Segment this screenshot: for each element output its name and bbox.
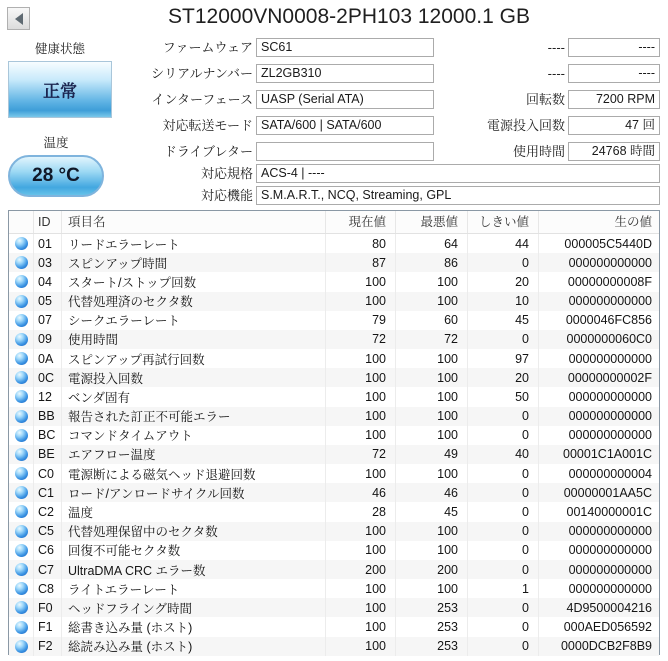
current-value: 100 <box>326 407 396 426</box>
table-row[interactable] <box>9 502 659 521</box>
worst-value: 100 <box>396 426 468 445</box>
status-orb-icon <box>15 275 28 288</box>
status-orb-icon <box>15 256 28 269</box>
status-cell <box>9 330 34 349</box>
status-cell <box>9 483 34 502</box>
worst-value: 86 <box>396 253 468 272</box>
status-cell <box>9 445 34 464</box>
threshold-value: 1 <box>468 579 539 598</box>
status-cell <box>9 579 34 598</box>
attribute-name: 代替処理保留中のセクタ数 <box>62 522 326 541</box>
temperature-label: 温度 <box>43 136 69 150</box>
status-cell <box>9 598 34 617</box>
dash1-field: ---- <box>568 38 660 57</box>
status-cell <box>9 502 34 521</box>
current-value: 100 <box>326 464 396 483</box>
attribute-name: シークエラーレート <box>62 311 326 330</box>
standard-field: ACS-4 | ---- <box>256 164 660 183</box>
status-cell <box>9 426 34 445</box>
threshold-value: 0 <box>468 560 539 579</box>
threshold-value: 20 <box>468 368 539 387</box>
threshold-value: 20 <box>468 272 539 291</box>
status-orb-icon <box>15 352 28 365</box>
worst-value: 100 <box>396 407 468 426</box>
table-row[interactable] <box>9 253 659 272</box>
attribute-name: ライトエラーレート <box>62 579 326 598</box>
rotation-rate-label: 回転数 <box>525 92 565 107</box>
status-orb-icon <box>15 333 28 346</box>
raw-value: 000000000000 <box>568 409 652 424</box>
current-value: 100 <box>326 368 396 387</box>
status-cell <box>9 349 34 368</box>
raw-value: 0000000060C0 <box>566 332 652 347</box>
table-row[interactable] <box>9 330 659 349</box>
current-value: 79 <box>326 311 396 330</box>
attribute-id: C7 <box>34 560 62 579</box>
table-row[interactable] <box>9 292 659 311</box>
attribute-id: C1 <box>34 483 62 502</box>
table-row[interactable] <box>9 349 659 368</box>
raw-value: 000000000004 <box>568 466 652 481</box>
attribute-name: 温度 <box>62 502 326 521</box>
attribute-id: 01 <box>34 234 62 253</box>
table-row[interactable] <box>9 272 659 291</box>
features-label: 対応機能 <box>200 188 253 203</box>
transfer-mode-field: SATA/600 | SATA/600 <box>256 116 434 135</box>
current-value: 100 <box>326 617 396 636</box>
current-value: 87 <box>326 253 396 272</box>
threshold-value: 44 <box>468 234 539 253</box>
worst-value: 49 <box>396 445 468 464</box>
current-value: 100 <box>326 637 396 656</box>
worst-value: 60 <box>396 311 468 330</box>
status-orb-icon <box>15 237 28 250</box>
attribute-name: スピンアップ時間 <box>62 253 326 272</box>
header-worst[interactable]: 最悪値 <box>396 211 468 233</box>
table-row[interactable] <box>9 483 659 502</box>
status-cell <box>9 253 34 272</box>
threshold-value: 0 <box>468 541 539 560</box>
raw-value: 000000000000 <box>568 428 652 443</box>
attribute-id: 0A <box>34 349 62 368</box>
threshold-value: 0 <box>468 617 539 636</box>
standard-label: 対応規格 <box>200 166 253 181</box>
raw-value: 00140000001C <box>566 504 652 519</box>
attribute-id: 12 <box>34 387 62 406</box>
raw-value: 000000000000 <box>568 389 652 404</box>
header-status <box>9 211 34 233</box>
worst-value: 253 <box>396 598 468 617</box>
attribute-id: C8 <box>34 579 62 598</box>
current-value: 46 <box>326 483 396 502</box>
status-orb-icon <box>15 371 28 384</box>
raw-value: 00001C1A001C <box>563 447 652 462</box>
health-status-button[interactable]: 正常 <box>8 61 112 118</box>
attribute-name: 総読み込み量 (ホスト) <box>62 637 326 656</box>
attribute-name: リードエラーレート <box>62 234 326 253</box>
status-cell <box>9 637 34 656</box>
status-orb-icon <box>15 390 28 403</box>
raw-value: 000000000000 <box>568 562 652 577</box>
header-id[interactable]: ID <box>34 211 62 233</box>
features-field: S.M.A.R.T., NCQ, Streaming, GPL <box>256 186 660 205</box>
attribute-name: 総書き込み量 (ホスト) <box>62 617 326 636</box>
status-cell <box>9 407 34 426</box>
current-value: 72 <box>326 330 396 349</box>
worst-value: 72 <box>396 330 468 349</box>
table-row[interactable] <box>9 445 659 464</box>
threshold-value: 0 <box>468 253 539 272</box>
current-value: 200 <box>326 560 396 579</box>
status-orb-icon <box>15 582 28 595</box>
table-row[interactable] <box>9 541 659 560</box>
status-cell <box>9 387 34 406</box>
attribute-id: C6 <box>34 541 62 560</box>
worst-value: 100 <box>396 541 468 560</box>
attribute-id: C2 <box>34 502 62 521</box>
raw-value: 00000000002F <box>567 370 652 385</box>
dash2-field: ---- <box>568 64 660 83</box>
status-orb-icon <box>15 601 28 614</box>
attribute-id: F2 <box>34 637 62 656</box>
header-current[interactable]: 現在値 <box>326 211 396 233</box>
table-row[interactable] <box>9 387 659 406</box>
raw-value: 000000000000 <box>568 581 652 596</box>
smart-table-header <box>9 211 659 234</box>
threshold-value: 0 <box>468 426 539 445</box>
worst-value: 253 <box>396 617 468 636</box>
power-on-count-label: 電源投入回数 <box>486 118 565 133</box>
status-orb-icon <box>15 314 28 327</box>
power-on-count-field: 47 回 <box>568 116 660 135</box>
table-row[interactable] <box>9 637 659 656</box>
threshold-value: 50 <box>468 387 539 406</box>
rotation-rate-field: 7200 RPM <box>568 90 660 109</box>
status-cell <box>9 560 34 579</box>
firmware-label: ファームウェア <box>162 40 253 55</box>
serial-number-label: シリアルナンバー <box>151 66 253 81</box>
dash2-label: ---- <box>547 66 565 81</box>
threshold-value: 0 <box>468 483 539 502</box>
worst-value: 100 <box>396 292 468 311</box>
power-on-hours-label: 使用時間 <box>512 144 565 159</box>
status-orb-icon <box>15 467 28 480</box>
status-orb-icon <box>15 505 28 518</box>
status-cell <box>9 272 34 291</box>
table-row[interactable] <box>9 407 659 426</box>
attribute-id: 03 <box>34 253 62 272</box>
attribute-id: BC <box>34 426 62 445</box>
current-value: 72 <box>326 445 396 464</box>
attribute-name: スピンアップ再試行回数 <box>62 349 326 368</box>
back-arrow-icon <box>15 13 23 25</box>
attribute-name: エアフロー温度 <box>62 445 326 464</box>
current-value: 100 <box>326 426 396 445</box>
current-value: 100 <box>326 598 396 617</box>
disk-title: ST12000VN0008-2PH103 12000.1 GB <box>168 5 530 28</box>
threshold-value: 45 <box>468 311 539 330</box>
threshold-value: 0 <box>468 464 539 483</box>
current-value: 100 <box>326 579 396 598</box>
raw-value: 4D9500004216 <box>566 600 652 615</box>
status-cell <box>9 617 34 636</box>
threshold-value: 0 <box>468 522 539 541</box>
status-orb-icon <box>15 621 28 634</box>
attribute-id: BB <box>34 407 62 426</box>
status-orb-icon <box>15 525 28 538</box>
worst-value: 100 <box>396 522 468 541</box>
table-row[interactable] <box>9 311 659 330</box>
worst-value: 100 <box>396 464 468 483</box>
attribute-name: 報告された訂正不可能エラー <box>62 407 326 426</box>
attribute-name: コマンドタイムアウト <box>62 426 326 445</box>
attribute-name: スタート/ストップ回数 <box>62 272 326 291</box>
attribute-id: 04 <box>34 272 62 291</box>
table-row[interactable] <box>9 560 659 579</box>
status-orb-icon <box>15 410 28 423</box>
status-orb-icon <box>15 563 28 576</box>
attribute-name: ヘッドフライング時間 <box>62 598 326 617</box>
attribute-name: UltraDMA CRC エラー数 <box>62 560 326 579</box>
current-value: 100 <box>326 541 396 560</box>
status-cell <box>9 368 34 387</box>
drive-letter-field <box>256 142 434 161</box>
current-value: 100 <box>326 349 396 368</box>
status-cell <box>9 292 34 311</box>
worst-value: 46 <box>396 483 468 502</box>
status-orb-icon <box>15 544 28 557</box>
raw-value: 00000001AA5C <box>563 485 652 500</box>
status-cell <box>9 464 34 483</box>
interface-label: インターフェース <box>151 92 253 107</box>
raw-value: 000000000000 <box>568 543 652 558</box>
attribute-name: ベンダ固有 <box>62 387 326 406</box>
status-cell <box>9 541 34 560</box>
worst-value: 100 <box>396 368 468 387</box>
power-on-hours-field: 24768 時間 <box>568 142 660 161</box>
temperature-button[interactable]: 28 °C <box>8 155 104 197</box>
raw-value: 000000000000 <box>568 351 652 366</box>
attribute-name: 電源投入回数 <box>62 368 326 387</box>
status-cell <box>9 311 34 330</box>
raw-value: 000000000000 <box>568 255 652 270</box>
raw-value: 0000DCB2F8B9 <box>560 639 652 654</box>
header-raw-values[interactable]: 生の値 <box>614 215 652 229</box>
attribute-id: 05 <box>34 292 62 311</box>
threshold-value: 0 <box>468 502 539 521</box>
smart-table <box>8 210 660 655</box>
status-cell <box>9 234 34 253</box>
worst-value: 100 <box>396 387 468 406</box>
status-orb-icon <box>15 640 28 653</box>
status-orb-icon <box>15 486 28 499</box>
drive-letter-label: ドライブレター <box>163 144 253 159</box>
attribute-id: 09 <box>34 330 62 349</box>
attribute-name: 電源断による磁気ヘッド退避回数 <box>62 464 326 483</box>
attribute-id: BE <box>34 445 62 464</box>
raw-value: 000000000000 <box>568 524 652 539</box>
worst-value: 100 <box>396 272 468 291</box>
attribute-name: 回復不可能セクタ数 <box>62 541 326 560</box>
table-row[interactable] <box>9 617 659 636</box>
current-value: 28 <box>326 502 396 521</box>
attribute-id: F1 <box>34 617 62 636</box>
worst-value: 253 <box>396 637 468 656</box>
current-value: 100 <box>326 272 396 291</box>
current-value: 100 <box>326 387 396 406</box>
interface-field: UASP (Serial ATA) <box>256 90 434 109</box>
header-threshold[interactable]: しきい値 <box>468 211 539 233</box>
threshold-value: 10 <box>468 292 539 311</box>
worst-value: 200 <box>396 560 468 579</box>
table-row[interactable] <box>9 234 659 253</box>
back-button[interactable] <box>7 7 30 30</box>
worst-value: 64 <box>396 234 468 253</box>
raw-value: 0000046FC856 <box>565 313 652 328</box>
attribute-name: ロード/アンロードサイクル回数 <box>62 483 326 502</box>
threshold-value: 0 <box>468 407 539 426</box>
table-row[interactable] <box>9 522 659 541</box>
raw-value: 000005C5440D <box>564 236 652 251</box>
header-attribute-name[interactable]: 項目名 <box>62 211 326 233</box>
attribute-id: 0C <box>34 368 62 387</box>
attribute-id: 07 <box>34 311 62 330</box>
table-row[interactable] <box>9 426 659 445</box>
worst-value: 100 <box>396 579 468 598</box>
status-cell <box>9 522 34 541</box>
current-value: 100 <box>326 292 396 311</box>
transfer-mode-label: 対応転送モード <box>162 118 253 133</box>
status-orb-icon <box>15 295 28 308</box>
current-value: 80 <box>326 234 396 253</box>
health-status-label: 健康状態 <box>34 42 85 56</box>
worst-value: 100 <box>396 349 468 368</box>
threshold-value: 97 <box>468 349 539 368</box>
threshold-value: 0 <box>468 637 539 656</box>
attribute-name: 使用時間 <box>62 330 326 349</box>
raw-value: 00000000008F <box>567 274 652 289</box>
status-orb-icon <box>15 429 28 442</box>
threshold-value: 0 <box>468 598 539 617</box>
raw-value: 000000000000 <box>568 294 652 309</box>
worst-value: 45 <box>396 502 468 521</box>
smart-table-body <box>9 234 659 654</box>
raw-value: 000AED056592 <box>563 620 652 635</box>
table-row[interactable] <box>9 368 659 387</box>
attribute-id: C0 <box>34 464 62 483</box>
table-row[interactable] <box>9 579 659 598</box>
firmware-field: SC61 <box>256 38 434 57</box>
table-row[interactable] <box>9 464 659 483</box>
attribute-id: F0 <box>34 598 62 617</box>
current-value: 100 <box>326 522 396 541</box>
attribute-name: 代替処理済のセクタ数 <box>62 292 326 311</box>
dash1-label: ---- <box>547 40 565 55</box>
table-row[interactable] <box>9 598 659 617</box>
threshold-value: 40 <box>468 445 539 464</box>
status-orb-icon <box>15 448 28 461</box>
threshold-value: 0 <box>468 330 539 349</box>
serial-number-field: ZL2GB310 <box>256 64 434 83</box>
attribute-id: C5 <box>34 522 62 541</box>
